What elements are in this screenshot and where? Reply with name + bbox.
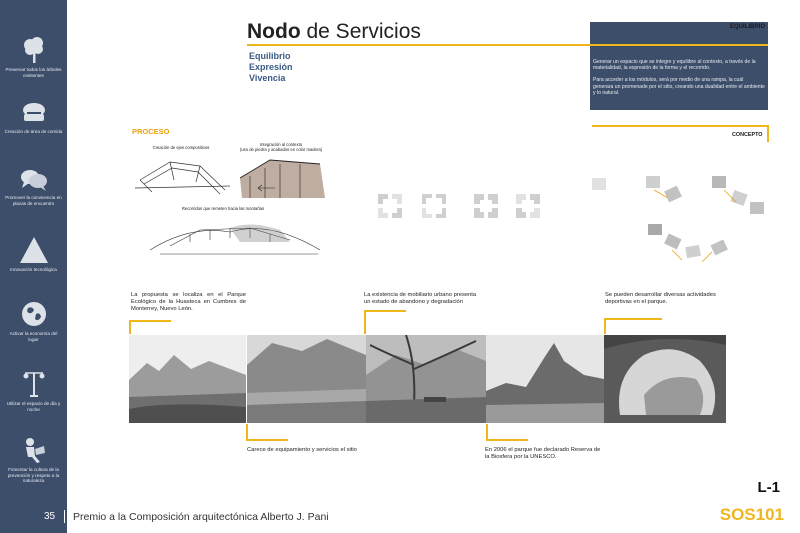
project-code: SOS101 xyxy=(719,505,784,524)
accent-line xyxy=(364,310,366,334)
accent-line xyxy=(129,320,131,334)
sketch-caption: Recorridos que remeten hacia las montañas xyxy=(181,206,265,211)
sidebar-item-label: Innovación tecnológica xyxy=(10,267,57,272)
proceso-title: PROCESO xyxy=(132,127,170,136)
reading-person-icon xyxy=(20,436,48,464)
sidebar-item-food xyxy=(0,100,67,135)
accent-line xyxy=(486,439,528,441)
street-lamp-icon xyxy=(21,368,47,398)
keyword: Equilibrio xyxy=(249,51,291,61)
sidebar-item-label: Preservar todos los árboles existentes xyxy=(5,67,62,78)
title-underline xyxy=(247,44,590,46)
sidebar-item-cultura xyxy=(0,436,67,484)
triangle-icon xyxy=(19,236,49,264)
tree-icon xyxy=(21,36,47,64)
site-text: Se pueden desarrollar diversas actividades deportivas en el parque. xyxy=(605,292,716,305)
sketch-caption: Creación de ejes compositivos xyxy=(152,145,210,150)
footer xyxy=(0,504,800,530)
sidebar-item-label: Fomentar la cultura de la prevención y respeto a la naturaleza xyxy=(7,467,60,484)
keyword: Vivencia xyxy=(249,73,286,83)
building-sketch xyxy=(240,160,325,198)
site-text: La propuesta se localiza en el Parque Ecológico de la Huasteca en Cumbres de Monterrey, Nuevo León. xyxy=(131,292,246,312)
sidebar-item-trees xyxy=(0,36,67,78)
accent-line xyxy=(246,424,248,440)
accent-line xyxy=(604,318,606,334)
chat-bubbles-icon xyxy=(19,168,49,192)
module-composition-diagram xyxy=(374,190,554,226)
globe-icon xyxy=(20,300,48,328)
site-text: Carece de equipamiento y servicios el sitio xyxy=(247,447,357,453)
process-sketches xyxy=(130,150,330,262)
accent-line xyxy=(604,318,662,320)
site-photo xyxy=(366,335,486,423)
sheet-number: L-1 xyxy=(757,479,780,496)
page-number: 35 xyxy=(44,511,56,522)
sidebar xyxy=(0,0,67,533)
equilibrio-title: EQUILIBRIO xyxy=(729,24,765,30)
sidebar-item-label: Promover la convivencia en plazas de encuentro xyxy=(5,195,62,206)
sidebar-item-label: Activar la economía del lugar xyxy=(9,331,58,342)
food-icon xyxy=(19,100,49,126)
page-title xyxy=(247,20,421,44)
site-text: En 2006 el parque fue declarado Reserva de la Biosfera por la UNESCO. xyxy=(485,447,601,460)
site-photo xyxy=(604,335,726,423)
sidebar-item-innovacion xyxy=(0,236,67,273)
footer-separator xyxy=(64,510,65,523)
accent-line xyxy=(246,439,288,441)
equilibrio-paragraph: Generar un espacio que se integre y equilibre al contexto, a través de la materialidad, la expresión de la forma y el recorrido. xyxy=(593,59,756,72)
equilibrio-box xyxy=(590,22,768,110)
sidebar-item-label: Creación de área de comida xyxy=(4,129,63,134)
accent-line xyxy=(129,320,171,322)
keyword: Expresión xyxy=(249,62,293,72)
title-bold: Nodo xyxy=(247,20,301,43)
axes-sketch xyxy=(135,162,230,194)
title-rest: de Servicios xyxy=(300,20,421,43)
concept-modules-diagram xyxy=(590,170,770,270)
sidebar-item-economia xyxy=(0,300,67,342)
accent-line xyxy=(486,424,488,440)
site-photo xyxy=(486,335,604,423)
concepto-divider xyxy=(592,125,768,127)
site-photo xyxy=(247,335,366,423)
sidebar-item-convivencia xyxy=(0,168,67,206)
sketch-caption: Integración al contexto (uso de piedra y acabados en color madera) xyxy=(239,142,323,152)
equilibrio-paragraph: Para acceder a los módulos, será por medio de una rampa, la cuál generara un promenade por el sitio, creando una dualidad entre el ambiente y lo natural. xyxy=(593,77,765,96)
site-photo xyxy=(129,335,246,423)
footer-title: Premio a la Composición arquitectónica Alberto J. Pani xyxy=(73,511,329,523)
site-text: La existencia de mobiliario urbano presenta un estado de abandono y degradación xyxy=(364,292,477,305)
equilibrio-divider xyxy=(590,44,768,46)
concepto-divider-vertical xyxy=(767,125,769,142)
sidebar-item-dia-noche xyxy=(0,368,67,412)
sidebar-item-label: Utilizar el espacio de día y noche xyxy=(6,401,61,412)
accent-line xyxy=(364,310,406,312)
keyword-list xyxy=(249,51,293,84)
equilibrio-text xyxy=(593,59,765,96)
concepto-title: CONCEPTO xyxy=(732,132,763,138)
